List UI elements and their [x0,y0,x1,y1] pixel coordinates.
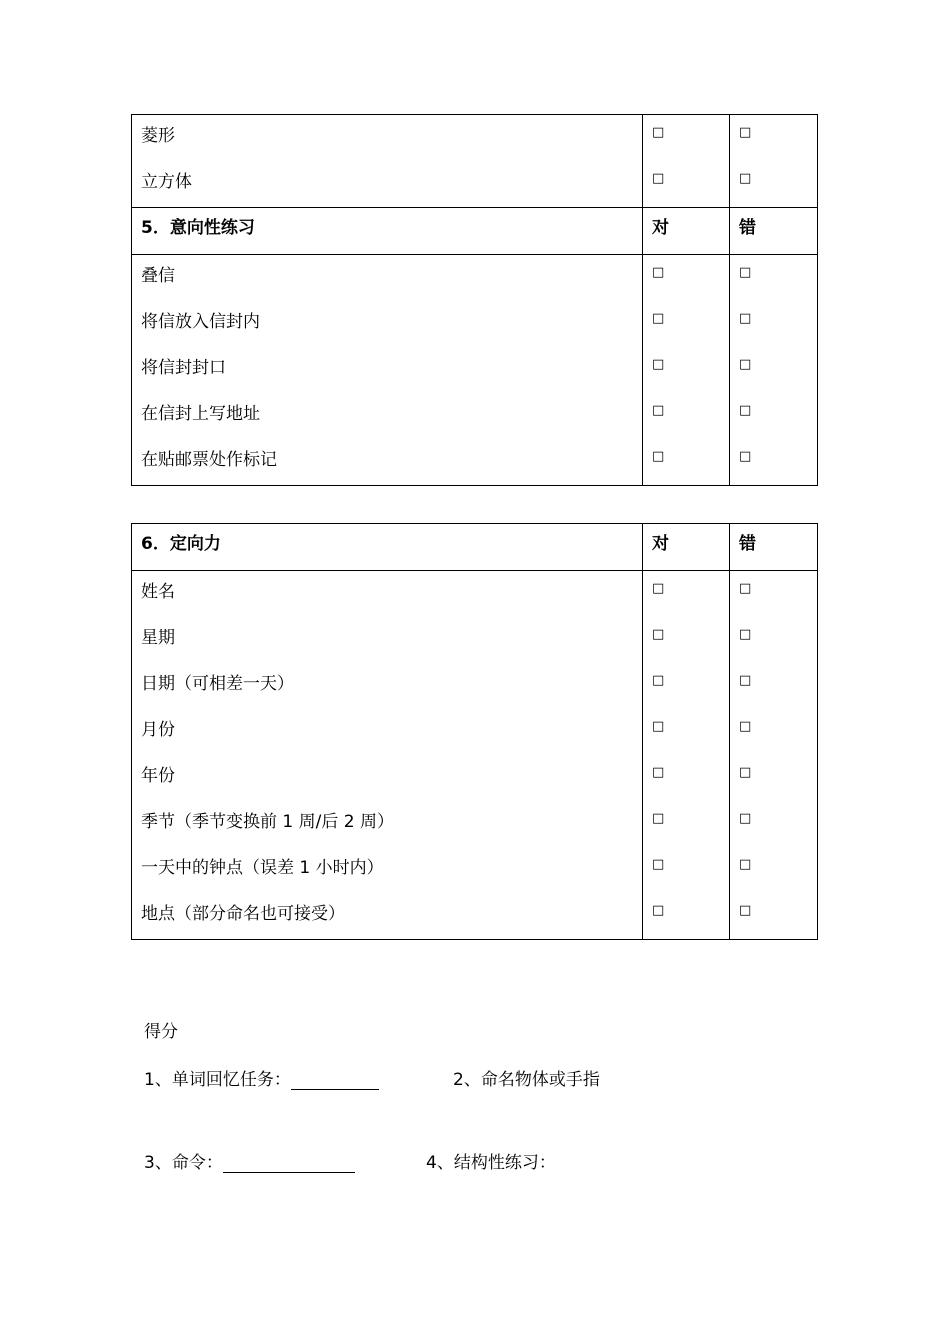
correct-checkbox[interactable]: □ [652,581,665,596]
wrong-checkbox[interactable]: □ [739,627,752,642]
wrong-checkbox[interactable]: □ [739,449,752,464]
score-item-construction: 4、结构性练习： [426,1153,556,1173]
table-row [132,301,818,347]
wrong-checkbox[interactable]: □ [739,765,752,780]
col-correct-header: 对 [652,534,669,554]
correct-checkbox[interactable]: □ [652,403,665,418]
col-wrong-header: 错 [739,218,756,238]
word-recall-blank[interactable] [291,1071,379,1090]
row-label: 在信封上写地址 [141,404,260,424]
section5-header [132,208,818,255]
row-label: 一天中的钟点（误差 1 小时内） [141,858,384,878]
col-wrong-header: 错 [739,534,756,554]
score-item-naming: 2、命名物体或手指 [453,1070,600,1090]
row-label: 年份 [141,766,175,786]
table-row [132,347,818,393]
table-row [132,847,818,893]
correct-checkbox[interactable]: □ [652,125,665,140]
correct-checkbox[interactable]: □ [652,673,665,688]
word-recall-label: 1、单词回忆任务： [144,1070,291,1090]
score-item-commands [144,1148,355,1173]
wrong-checkbox[interactable]: □ [739,857,752,872]
row-label: 叠信 [141,266,175,286]
correct-checkbox[interactable]: □ [652,857,665,872]
row-label: 星期 [141,628,175,648]
correct-checkbox[interactable]: □ [652,627,665,642]
wrong-checkbox[interactable]: □ [739,265,752,280]
table-row [132,571,818,618]
shapes-table [131,114,818,486]
section6-header [132,524,818,571]
correct-checkbox[interactable]: □ [652,719,665,734]
table-row [132,617,818,663]
table-row [132,255,818,302]
row-label: 季节（季节变换前 1 周/后 2 周） [141,812,394,832]
correct-checkbox[interactable]: □ [652,265,665,280]
commands-label: 3、命令： [144,1153,223,1173]
wrong-checkbox[interactable]: □ [739,581,752,596]
correct-checkbox[interactable]: □ [652,903,665,918]
row-label: 姓名 [141,582,175,602]
table-row [132,663,818,709]
row-label: 立方体 [141,172,192,192]
correct-checkbox[interactable]: □ [652,171,665,186]
col-correct-header: 对 [652,218,669,238]
table-row [132,801,818,847]
wrong-checkbox[interactable]: □ [739,125,752,140]
score-heading: 得分 [144,1022,178,1042]
orientation-table [131,523,818,940]
table-row [132,893,818,940]
table-row [132,439,818,486]
wrong-checkbox[interactable]: □ [739,311,752,326]
wrong-checkbox[interactable]: □ [739,403,752,418]
row-label: 地点（部分命名也可接受） [141,904,345,924]
correct-checkbox[interactable]: □ [652,357,665,372]
wrong-checkbox[interactable]: □ [739,903,752,918]
wrong-checkbox[interactable]: □ [739,673,752,688]
row-label: 月份 [141,720,175,740]
commands-blank[interactable] [223,1154,355,1173]
row-label: 菱形 [141,126,175,146]
wrong-checkbox[interactable]: □ [739,811,752,826]
table-row [132,161,818,208]
row-label: 在贴邮票处作标记 [141,450,277,470]
table-row [132,393,818,439]
correct-checkbox[interactable]: □ [652,449,665,464]
section5-title: 5．意向性练习 [141,218,255,238]
wrong-checkbox[interactable]: □ [739,357,752,372]
correct-checkbox[interactable]: □ [652,811,665,826]
table-row [132,115,818,162]
correct-checkbox[interactable]: □ [652,765,665,780]
correct-checkbox[interactable]: □ [652,311,665,326]
wrong-checkbox[interactable]: □ [739,719,752,734]
row-label: 将信封封口 [141,358,226,378]
row-label: 日期（可相差一天） [141,674,294,694]
wrong-checkbox[interactable]: □ [739,171,752,186]
score-item-word-recall [144,1065,379,1090]
row-label: 将信放入信封内 [141,312,260,332]
table-row [132,755,818,801]
table-row [132,709,818,755]
section6-title: 6．定向力 [141,534,221,554]
